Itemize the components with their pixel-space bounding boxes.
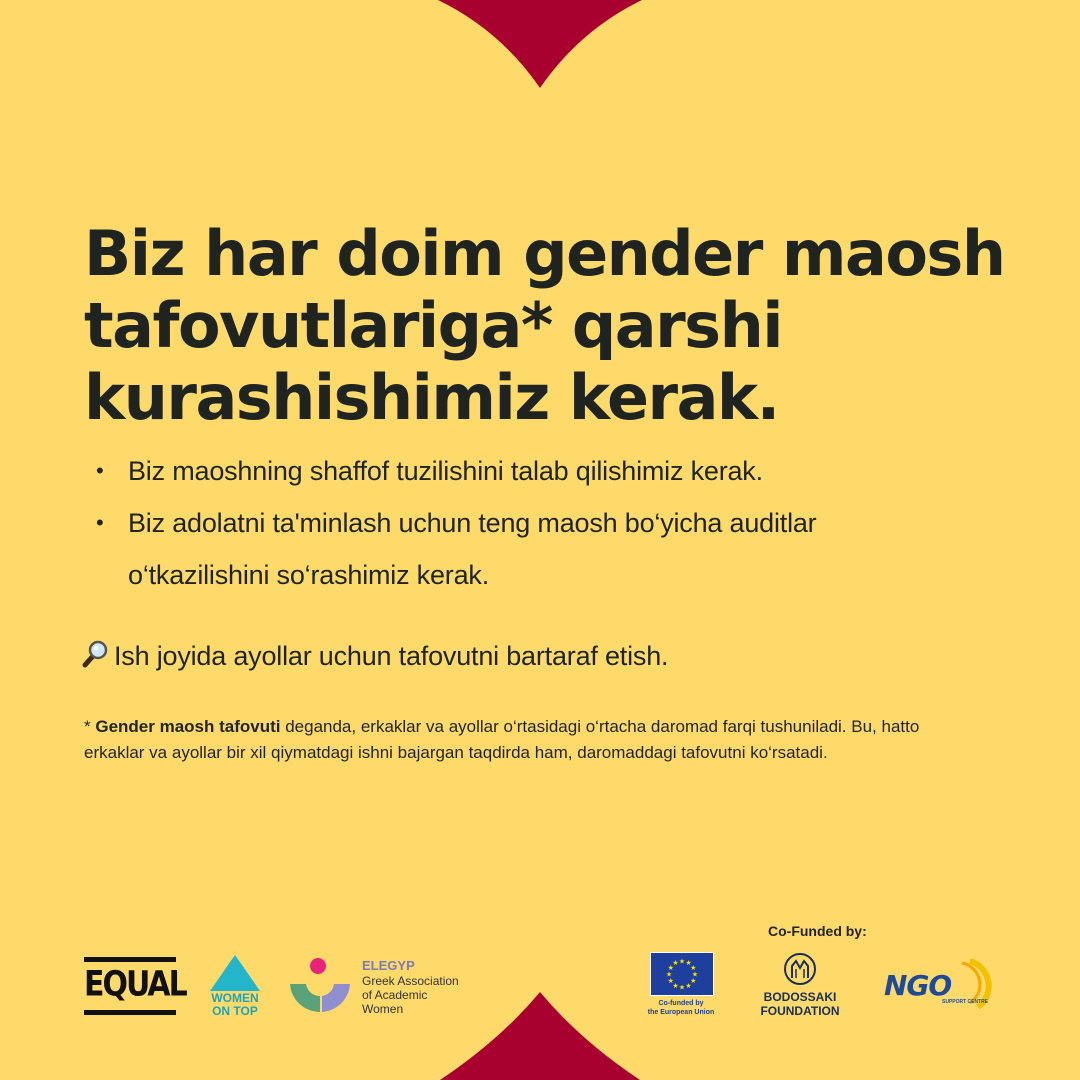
women-on-top-logo (204, 955, 266, 1017)
eu-star-icon: ★ (691, 971, 699, 979)
eu-star-icon: ★ (665, 971, 673, 979)
bullet-item (96, 497, 996, 601)
eu-star-icon: ★ (672, 982, 679, 990)
eu-caption: Co-funded by the European Union (647, 1000, 715, 1016)
headline-line: tafovutlariga* qarshi (84, 289, 782, 362)
women-on-top-text: WOMEN ON TOP (211, 991, 259, 1018)
headline-line: Biz har doim gender maosh (84, 217, 1005, 290)
ngo-subtitle: SUPPORT CENTRE (942, 999, 989, 1005)
equal-logo (84, 957, 186, 1015)
elegyp-emblem-icon (288, 956, 352, 1016)
headline (84, 218, 1024, 434)
eu-star-icon: ★ (667, 978, 674, 985)
eu-star-icon: ★ (685, 960, 692, 968)
tagline (80, 634, 1000, 682)
footnote-term: Gender maosh tafovuti (95, 717, 281, 736)
eu-star-icon: ★ (690, 965, 697, 972)
eu-star-icon: ★ (678, 958, 686, 966)
eu-logo (640, 952, 722, 1022)
footnote (84, 714, 954, 766)
tagline-text: Ish joyida ayollar uchun tafovutni bartaraf etish. (114, 641, 669, 671)
bodossaki-text: BODOSSAKI FOUNDATION (760, 990, 840, 1018)
bodossaki-emblem-icon (784, 952, 816, 986)
equal-logo-text: EQUAL (84, 964, 186, 1005)
bullet-list (96, 445, 996, 601)
elegyp-logo (288, 956, 488, 1020)
bullet-item (96, 445, 996, 497)
bodossaki-logo (748, 952, 852, 1022)
footnote-text: deganda, erkaklar va ayollar o‘rtasidagi o‘rtacha daromad farqi tushuniladi. Bu, hatto erkaklar va ayollar bir xil qiymatdagi ishni bajargan taqdirda ham, daromaddagi tafovutni ko‘rsatadi. (84, 717, 920, 762)
ngo-text: NGO (884, 969, 952, 1002)
magnifying-glass-icon (80, 638, 110, 682)
eu-star-icon: ★ (685, 982, 692, 990)
ngo-support-centre-logo (882, 955, 1002, 1015)
eu-star-icon: ★ (667, 965, 674, 972)
cofunded-label: Co-Funded by: (768, 923, 867, 939)
bullet-text: o‘tkazilishini so‘rashimiz kerak. (128, 560, 490, 590)
headline-line: kurashishimiz kerak. (84, 361, 779, 434)
eu-star-icon: ★ (672, 960, 679, 968)
eu-flag-icon (650, 952, 714, 996)
eu-star-icon: ★ (678, 984, 686, 992)
eu-star-icon: ★ (690, 978, 697, 985)
elegyp-name: ELEGYP (362, 958, 415, 973)
bullet-text: • Biz maoshning shaffof tuzilishini talab qilishimiz kerak. (128, 456, 763, 486)
footnote-marker: * (84, 717, 96, 736)
bullet-text: • Biz adolatni ta'minlash uchun teng maosh bo‘yicha auditlar (128, 508, 817, 538)
elegyp-subtitle: Greek Association of Academic Women (362, 974, 459, 1016)
top-crimson-shape (0, 0, 1080, 90)
